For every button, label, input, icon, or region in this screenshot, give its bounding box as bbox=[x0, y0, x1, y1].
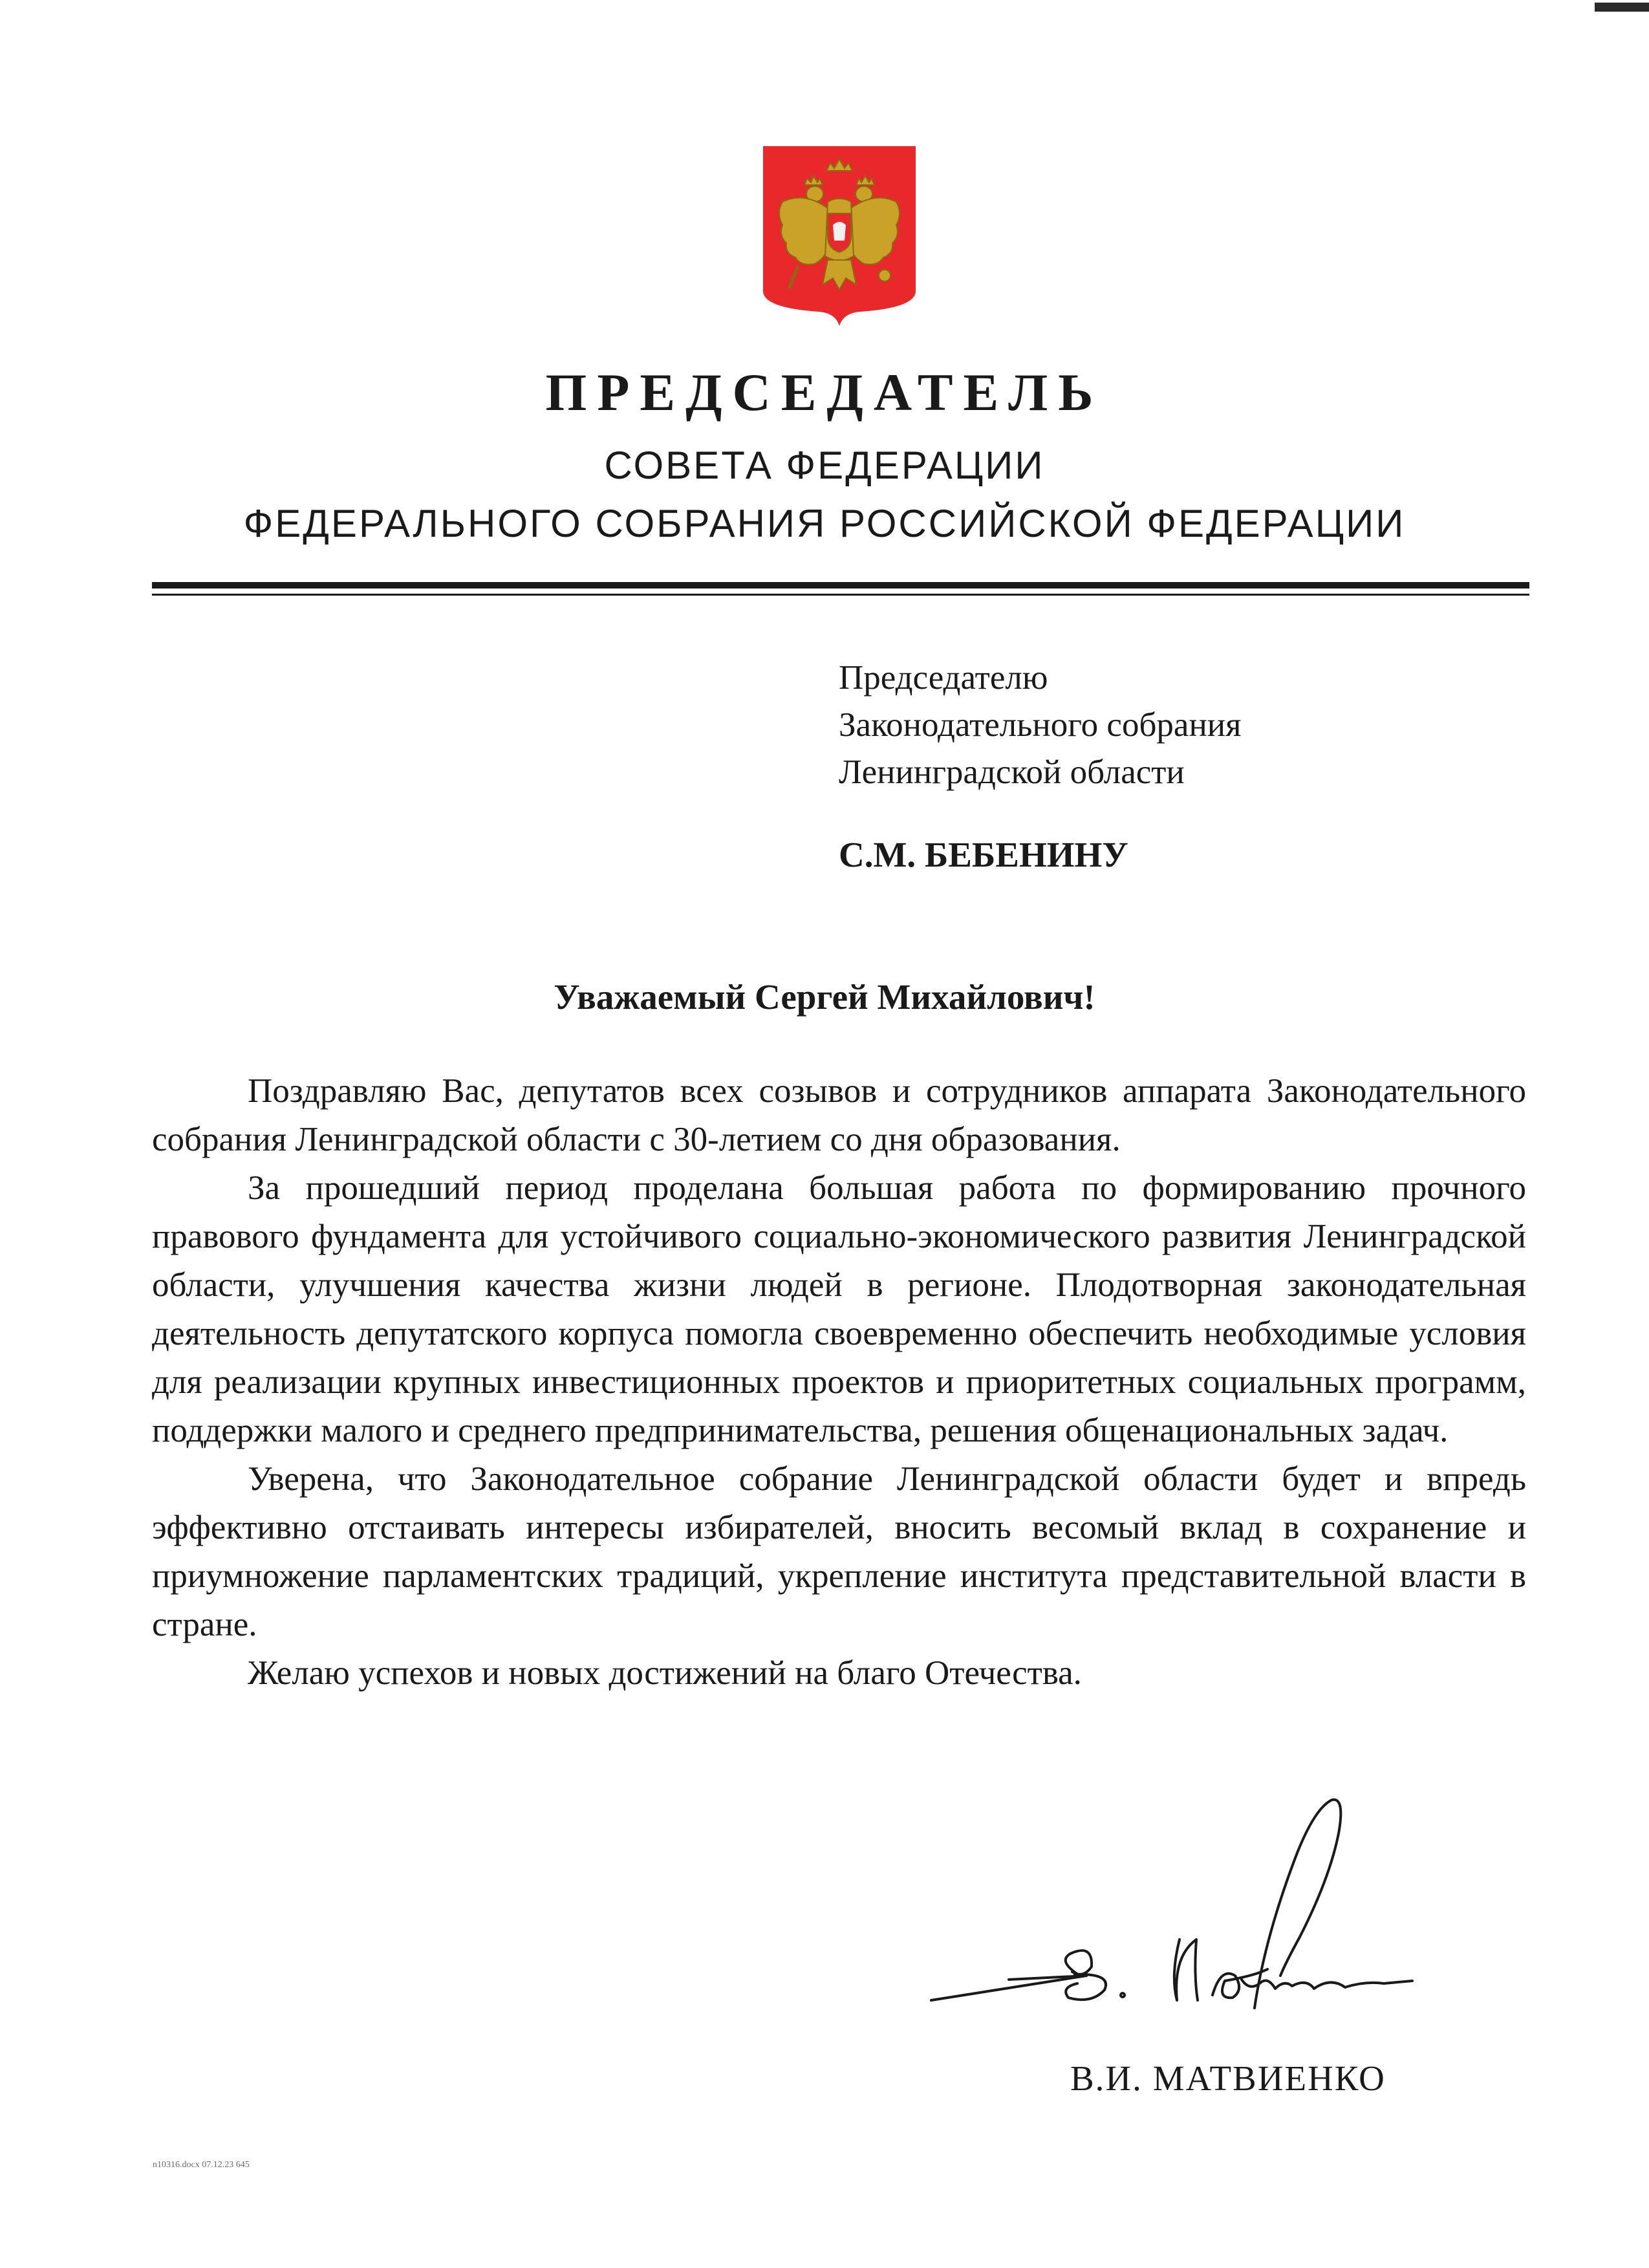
body-paragraph: Поздравляю Вас, депутатов всех созывов и сотрудников аппарата Законодательного собрания Ленинградской области с 30-летием со дня образования. bbox=[152, 1072, 1526, 1158]
body-paragraph: Желаю успехов и новых достижений на благо Отечества. bbox=[248, 1654, 1082, 1692]
header-title: ПРЕДСЕДАТЕЛЬ bbox=[545, 363, 1104, 422]
body-paragraph: За прошедший период проделана большая работа по формированию прочного правового фундамента для устойчивого социально-экономического развития Ленинградской области, улучшения качества жизни людей в регионе. Плодотворная законодательная деятельность депутатского корпуса помогла своевременно обеспечить необходимые условия для реализации крупных инвестиционных проектов и приоритетных социальных программ, поддержки малого и среднего предпринимательства, решения общенациональных задач. bbox=[152, 1169, 1526, 1449]
addressee-line: Ленинградской области bbox=[839, 753, 1185, 791]
coat-of-arms-russia-icon bbox=[763, 146, 916, 326]
file-reference: n10316.docx 07.12.23 645 bbox=[153, 2160, 250, 2170]
handwritten-signature-icon bbox=[918, 1782, 1436, 2027]
salutation: Уважаемый Сергей Михайлович! bbox=[554, 977, 1095, 1017]
addressee-name: С.М. БЕБЕНИНУ bbox=[839, 835, 1128, 874]
signer-name: В.И. МАТВИЕНКО bbox=[1070, 2058, 1386, 2098]
body-paragraph: Уверена, что Законодательное собрание Ленинградской области будет и впредь эффективно отстаивать интересы избирателей, вносить весомый вклад в сохранение и приумножение парламентских традиций, укрепление института представительной власти в стране. bbox=[152, 1460, 1526, 1643]
addressee-line: Законодательного собрания bbox=[839, 706, 1242, 744]
addressee-block bbox=[839, 654, 1242, 796]
addressee-line: Председателю bbox=[839, 659, 1048, 697]
scan-edge-mark bbox=[1595, 3, 1649, 12]
header-subtitle-2: ФЕДЕРАЛЬНОГО СОБРАНИЯ РОССИЙСКОЙ ФЕДЕРАЦИИ bbox=[243, 502, 1406, 545]
header-divider-thin bbox=[152, 594, 1529, 596]
letter-body bbox=[152, 1067, 1526, 1698]
header-subtitle-1: СОВЕТА ФЕДЕРАЦИИ bbox=[604, 444, 1045, 487]
header-divider-thick bbox=[152, 582, 1529, 589]
